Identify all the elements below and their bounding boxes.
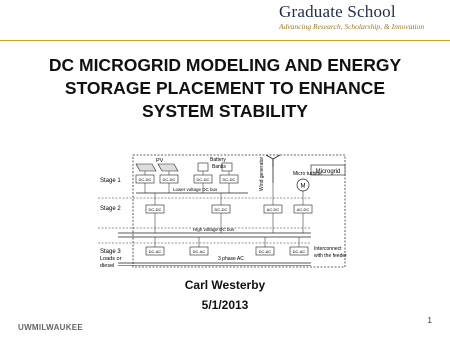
author-name: Carl Westerby	[184, 278, 266, 292]
high-bus-label: High voltage DC bus	[193, 227, 235, 232]
wind-generator	[259, 155, 280, 191]
svg-text:AC-DC: AC-DC	[296, 207, 310, 212]
stage2-converters	[146, 205, 312, 213]
stage3-label: Stage 3	[100, 249, 121, 255]
interconnect-label: Interconnect	[314, 246, 342, 252]
microgrid-diagram	[98, 153, 348, 273]
logo-subtitle: Advancing Research, Scholarship, & Innovation	[279, 22, 425, 31]
title-line-3: SYSTEM STABILITY	[142, 101, 308, 121]
diesel-label: diesel	[100, 263, 115, 269]
header-rule	[0, 40, 450, 41]
three-phase-label: 3 phase AC	[218, 256, 244, 262]
presentation-date: 5/1/2013	[201, 298, 249, 312]
micro-turbine-label: Micro turbine	[293, 171, 322, 177]
feeder-label: with the feeder	[314, 253, 347, 259]
stage1-converters	[136, 175, 238, 183]
title-line-2: STORAGE PLACEMENT TO ENHANCE	[64, 78, 386, 98]
svg-text:DC-DC: DC-DC	[214, 207, 228, 212]
battery-label: Battery	[210, 157, 226, 163]
page-number: 1	[427, 316, 432, 325]
pv-label: PV	[156, 158, 164, 164]
university-logo	[18, 317, 128, 331]
motor-label: M	[300, 183, 306, 190]
logo-title: Graduate School	[279, 2, 396, 21]
slide-title	[0, 54, 450, 123]
university-logo-text: UWMILWAUKEE	[18, 323, 84, 332]
svg-text:DC-DC: DC-DC	[162, 177, 176, 182]
micro-turbine	[293, 171, 322, 191]
svg-text:DC-AC: DC-AC	[148, 249, 162, 254]
svg-text:DC-DC: DC-DC	[148, 207, 162, 212]
microgrid-label: Microgrid	[315, 169, 341, 175]
svg-text:DC-AC: DC-AC	[258, 249, 272, 254]
wind-label: Wind generator	[259, 156, 265, 191]
stage2-label: Stage 2	[100, 206, 121, 212]
stage3-converters	[146, 247, 308, 255]
pv-panels	[136, 158, 178, 171]
graduate-school-logo	[279, 0, 450, 40]
battery-symbols	[198, 157, 232, 171]
svg-text:DC-DC: DC-DC	[222, 177, 236, 182]
svg-text:DC-AC: DC-AC	[192, 249, 206, 254]
loads-label: Loads or	[100, 256, 122, 262]
svg-text:DC-AC: DC-AC	[292, 249, 306, 254]
svg-text:DC-DC: DC-DC	[138, 177, 152, 182]
svg-text:AC-DC: AC-DC	[266, 207, 280, 212]
lower-bus-label: Lower voltage DC bus	[173, 187, 218, 192]
banks-label: Banks	[212, 164, 226, 170]
svg-text:DC-DC: DC-DC	[196, 177, 210, 182]
stage1-label: Stage 1	[100, 178, 121, 184]
title-line-1: DC MICROGRID MODELING AND ENERGY	[48, 55, 402, 75]
